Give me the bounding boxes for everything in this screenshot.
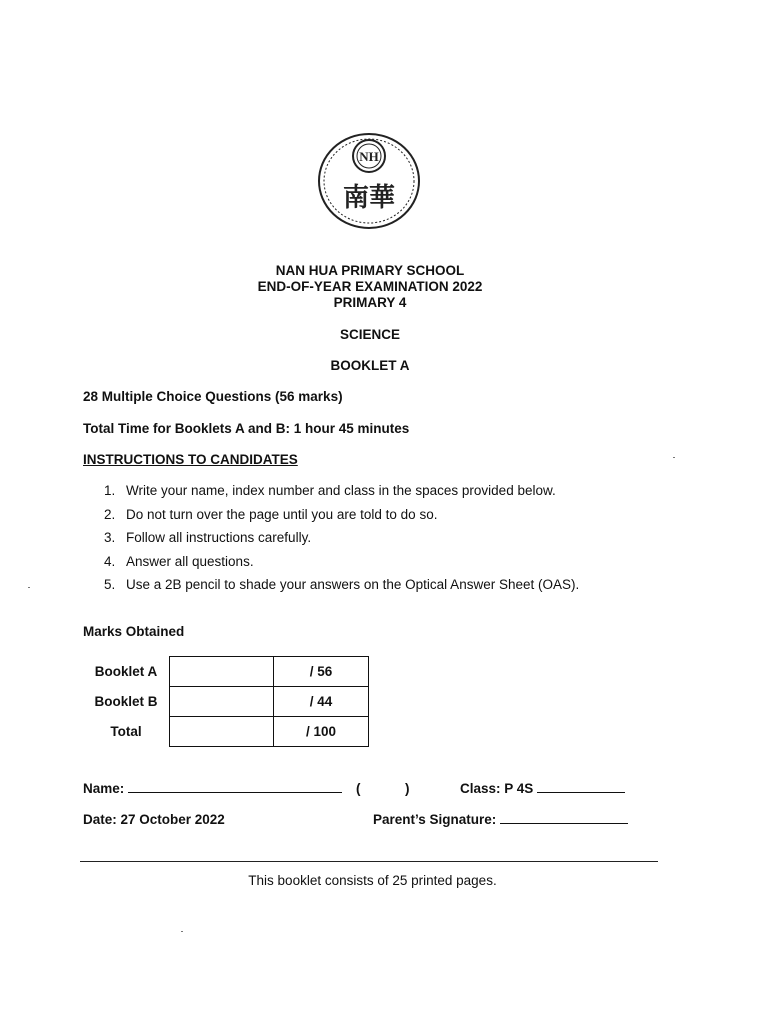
index-paren-open: ( (356, 781, 361, 796)
max-marks: / 44 (274, 687, 369, 717)
scan-speck (28, 587, 30, 588)
max-marks: / 100 (274, 717, 369, 747)
school-crest-icon (314, 131, 424, 231)
scan-speck (181, 931, 183, 932)
name-blank (128, 782, 342, 793)
list-item: 1. Write your name, index number and class in the spaces provided below. (104, 483, 556, 498)
signature-blank (500, 813, 628, 824)
exam-header (0, 263, 740, 311)
row-label: Total (110, 724, 142, 739)
footer-divider (80, 861, 658, 862)
logo-chinese-text: 南華 (342, 183, 396, 213)
logo-initials: NH (359, 149, 379, 164)
instructions-heading: INSTRUCTIONS TO CANDIDATES (83, 452, 298, 467)
name-label: Name: (83, 781, 125, 796)
booklet-title: BOOKLET A (330, 358, 410, 373)
signature-label: Parent’s Signature: (373, 812, 497, 827)
marks-entry-cell (170, 687, 274, 717)
signature-field (373, 812, 628, 827)
list-item: 4. Answer all questions. (104, 553, 254, 569)
marks-entry-cell (170, 717, 274, 747)
class-blank (537, 782, 625, 793)
level: PRIMARY 4 (333, 295, 407, 310)
footer-text: This booklet consists of 25 printed pages. (248, 873, 497, 888)
exam-title: END-OF-YEAR EXAMINATION 2022 (257, 279, 483, 294)
row-label: Booklet A (94, 664, 158, 679)
class-field (460, 781, 625, 796)
table-row (83, 657, 369, 687)
time-info: Total Time for Booklets A and B: 1 hour 45 minutes (83, 421, 410, 436)
instructions-list (104, 483, 579, 601)
table-row (83, 717, 369, 747)
school-name: NAN HUA PRIMARY SCHOOL (275, 263, 465, 278)
index-paren-close: ) (405, 781, 410, 796)
name-field (83, 781, 342, 796)
marks-heading: Marks Obtained (83, 624, 185, 639)
max-marks: / 56 (274, 657, 369, 687)
mcq-info: 28 Multiple Choice Questions (56 marks) (83, 389, 343, 404)
row-label: Booklet B (94, 694, 158, 709)
list-item: 3. Follow all instructions carefully. (104, 530, 312, 545)
marks-table (83, 656, 369, 747)
date-label: Date: 27 October 2022 (83, 812, 225, 827)
list-item: 5. Use a 2B pencil to shade your answers on the Optical Answer Sheet (OAS). (104, 577, 580, 592)
class-label: Class: P 4S (460, 781, 534, 796)
scan-speck (673, 457, 675, 458)
subject: SCIENCE (339, 327, 400, 342)
list-item: 2. Do not turn over the page until you are told to do so. (104, 506, 438, 522)
table-row (83, 687, 369, 717)
marks-entry-cell (170, 657, 274, 687)
